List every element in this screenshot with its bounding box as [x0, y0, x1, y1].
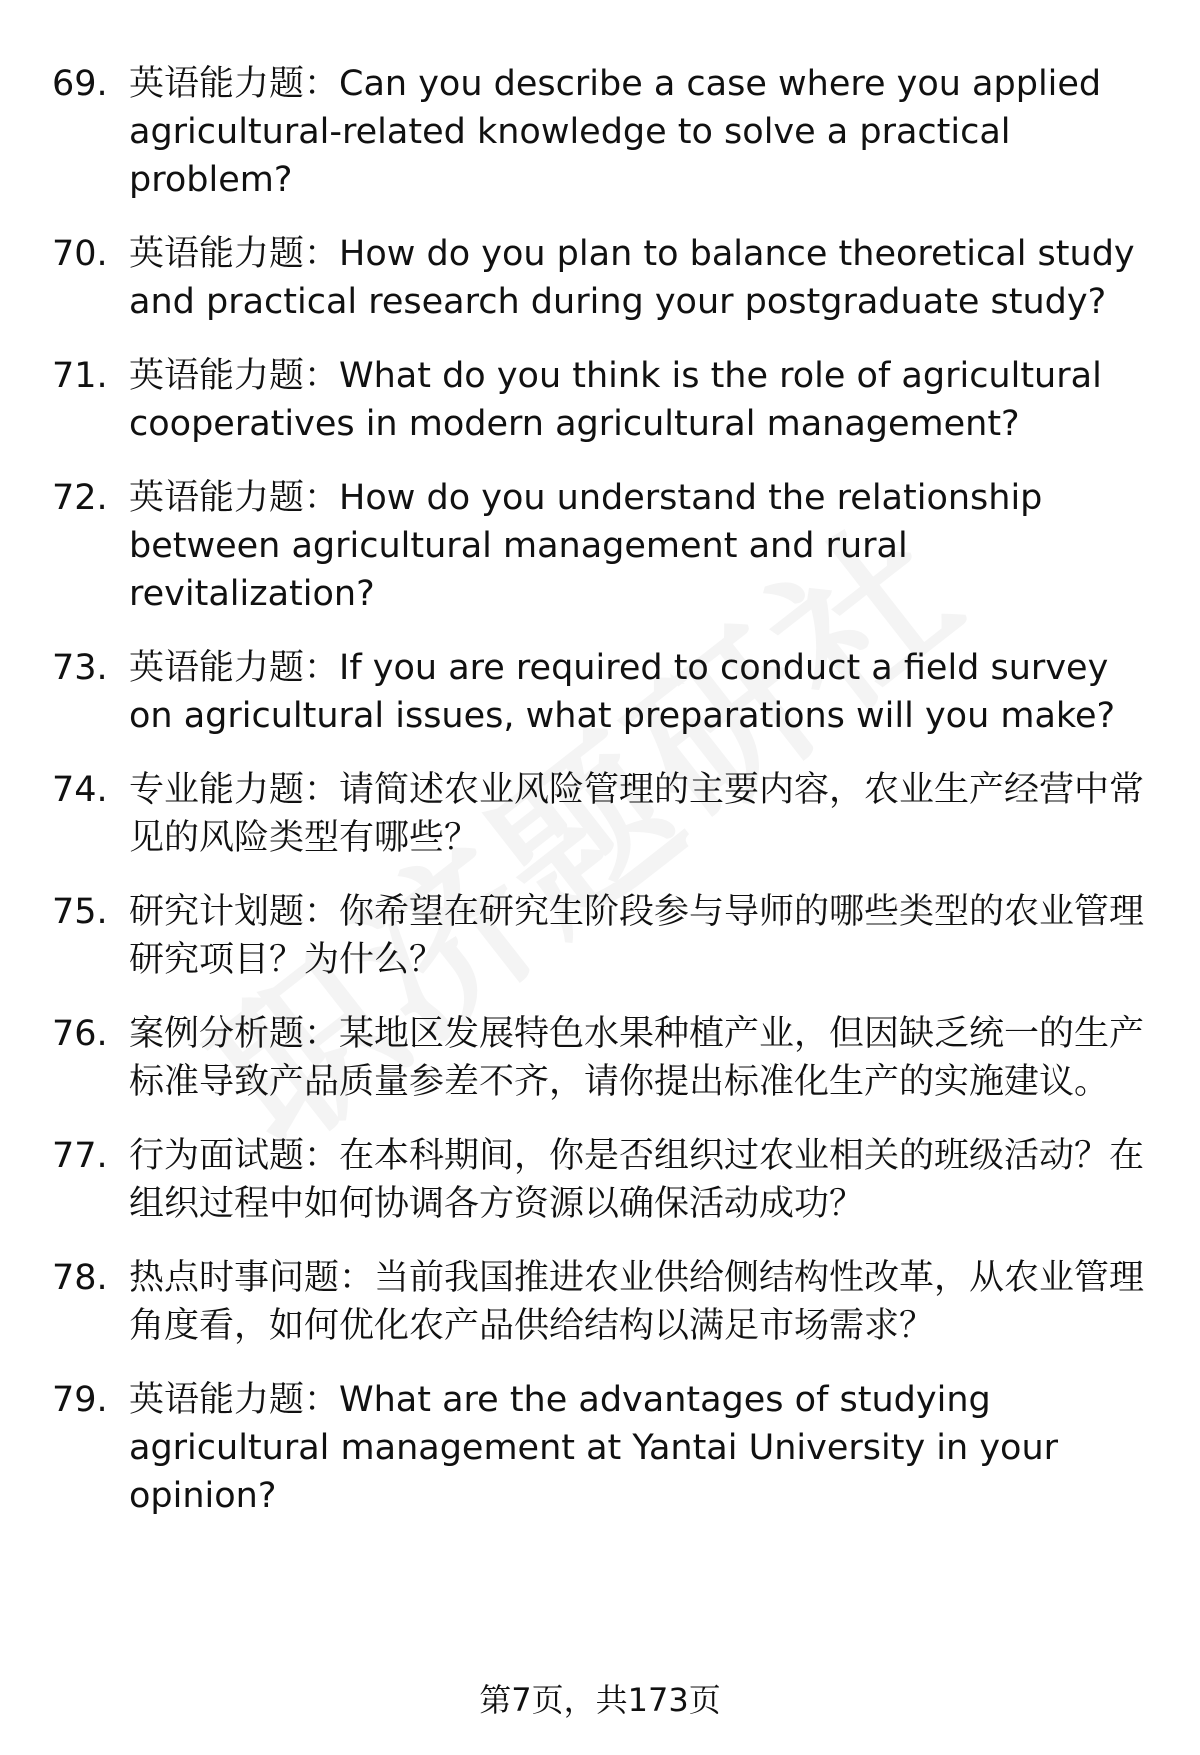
question-text: 英语能力题：What do you think is the role of agricultural cooperatives in modern agricultural management? [129, 356, 1102, 444]
question-list [52, 60, 1160, 1520]
question-item-69 [52, 60, 1160, 204]
question-number: 76. [52, 1014, 108, 1054]
question-number: 79. [52, 1380, 108, 1420]
question-text: 英语能力题：How do you understand the relationship between agricultural management and rural revitalization? [129, 478, 1043, 614]
question-text: 英语能力题：Can you describe a case where you applied agricultural-related knowledge to solve a practical problem? [129, 64, 1102, 200]
question-item-75 [52, 888, 1160, 984]
question-item-74 [52, 766, 1160, 862]
question-text: 英语能力题：What are the advantages of studying agricultural management at Yantai University in your opinion? [129, 1380, 1059, 1516]
question-item-72 [52, 474, 1160, 618]
question-text: 行为面试题：在本科期间，你是否组织过农业相关的班级活动？在组织过程中如何协调各方资源以确保活动成功？ [129, 1136, 1145, 1224]
question-item-71 [52, 352, 1160, 448]
question-number: 78. [52, 1258, 108, 1298]
question-number: 73. [52, 648, 108, 688]
question-item-78 [52, 1254, 1160, 1350]
question-text: 专业能力题：请简述农业风险管理的主要内容，农业生产经营中常见的风险类型有哪些？ [129, 770, 1145, 858]
question-item-73 [52, 644, 1160, 740]
question-number: 75. [52, 892, 108, 932]
question-item-79 [52, 1376, 1160, 1520]
question-text: 英语能力题：How do you plan to balance theoretical study and practical research during your postgraduate study? [129, 234, 1135, 322]
question-number: 71. [52, 356, 108, 396]
question-number: 77. [52, 1136, 108, 1176]
question-number: 74. [52, 770, 108, 810]
question-item-76 [52, 1010, 1160, 1106]
question-number: 69. [52, 64, 108, 104]
question-item-77 [52, 1132, 1160, 1228]
question-text: 研究计划题：你希望在研究生阶段参与导师的哪些类型的农业管理研究项目？为什么？ [129, 892, 1145, 980]
question-text: 英语能力题：If you are required to conduct a field survey on agricultural issues, what preparations will you make? [129, 648, 1116, 736]
question-number: 70. [52, 234, 108, 274]
question-text: 热点时事问题：当前我国推进农业供给侧结构性改革，从农业管理角度看，如何优化农产品供给结构以满足市场需求？ [129, 1258, 1145, 1346]
question-text: 案例分析题：某地区发展特色水果种植产业，但因缺乏统一的生产标准导致产品质量参差不齐，请你提出标准化生产的实施建议。 [129, 1014, 1145, 1102]
question-item-70 [52, 230, 1160, 326]
question-number: 72. [52, 478, 108, 518]
page-footer: 第7页，共173页 [479, 1681, 721, 1719]
